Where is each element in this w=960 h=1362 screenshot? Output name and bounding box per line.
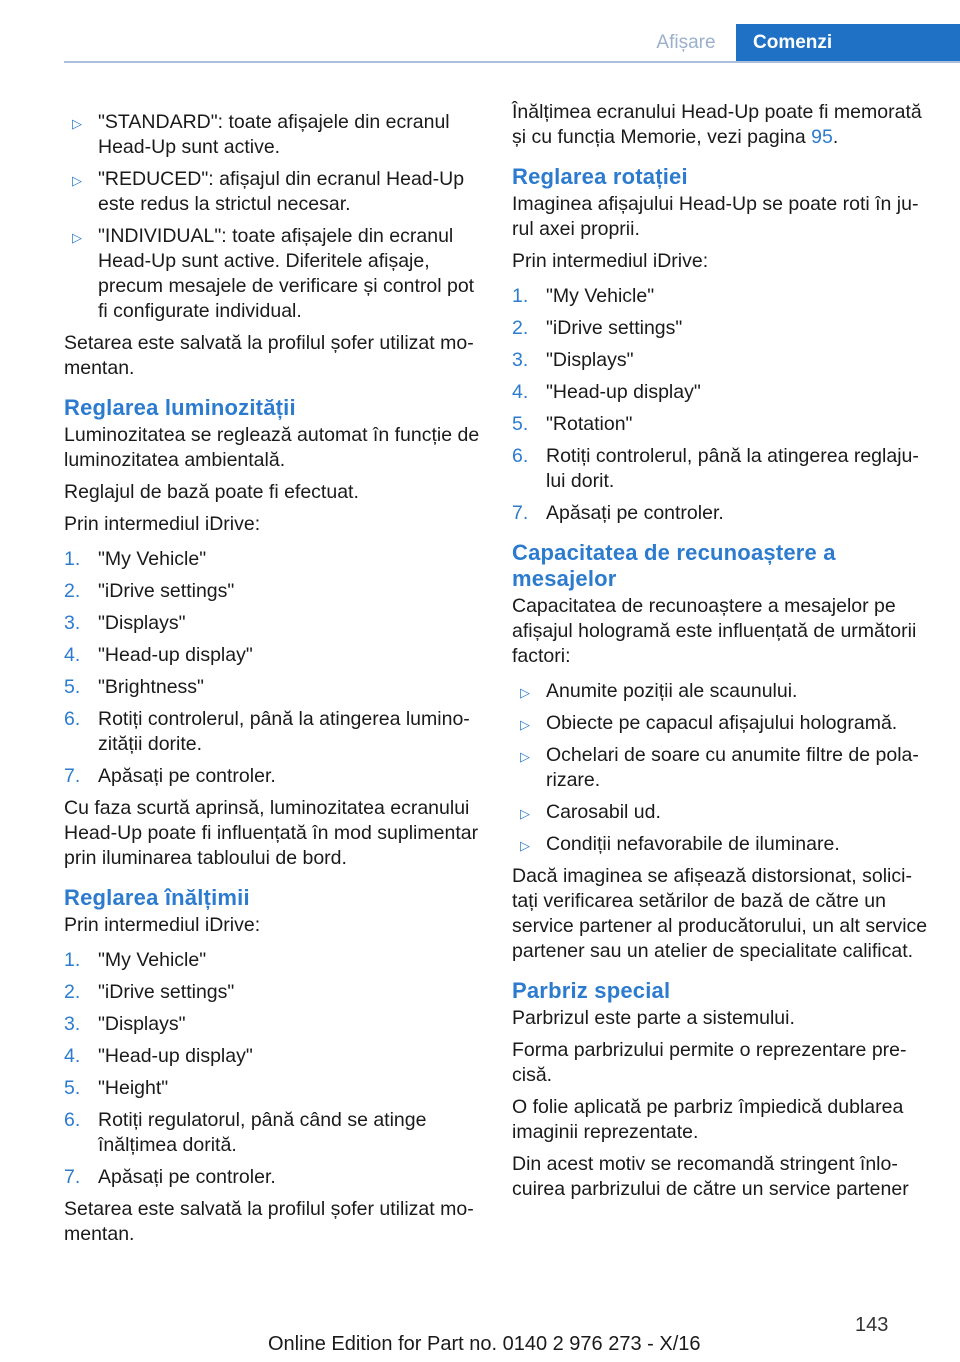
heading-recognition: Capacitatea de recunoaștere a mesajelor	[512, 540, 836, 591]
paragraph: Imaginea afișajului Head-Up se poate roti în jurul axei proprii.	[512, 193, 919, 240]
step-number: 5.	[64, 676, 81, 698]
bullet-item: ▷ Condiții nefavorabile de iluminare.	[512, 832, 928, 857]
step-item	[64, 579, 480, 604]
step-item	[512, 412, 928, 437]
step-text: "My Vehicle"	[98, 548, 207, 570]
step-item	[64, 1108, 480, 1158]
step-item	[64, 1012, 480, 1037]
step-item	[512, 501, 928, 526]
edition-footer: Online Edition for Part no. 0140 2 976 273 - X/16	[268, 1333, 701, 1355]
step-item	[64, 1044, 480, 1069]
heading-windshield: Parbriz special	[512, 978, 671, 1003]
paragraph: Reglajul de bază poate fi efectuat.	[64, 481, 359, 503]
step-text: "Head-up display"	[98, 1045, 253, 1067]
step-text: Rotiți controlerul, până la atingerea luminozității dorite.	[98, 708, 470, 755]
step-number: 7.	[64, 1166, 81, 1188]
bullet-item: ▷ "INDIVIDUAL": toate afișajele din ecranul Head-Up sunt active. Diferitele afișaje, precum mesajele de verificare și control pot fi configurate individual.	[64, 224, 480, 324]
paragraph: Forma parbrizului permite o reprezentare precisă.	[512, 1039, 907, 1086]
paragraph: Parbrizul este parte a sistemului.	[512, 1007, 795, 1029]
step-item	[64, 1076, 480, 1101]
heading-rotation: Reglarea rotației	[512, 164, 688, 189]
step-item	[64, 1165, 480, 1190]
step-number: 4.	[64, 1045, 81, 1067]
step-item	[64, 643, 480, 668]
bullet-item: ▷ "STANDARD": toate afișajele din ecranul Head-Up sunt active.	[64, 110, 480, 160]
section-tab-afisare: Afișare	[656, 32, 716, 53]
text: .	[832, 126, 839, 148]
page-link[interactable]: 95	[811, 126, 833, 148]
step-item	[64, 547, 480, 572]
bullet-item: ▷ Anumite poziții ale scaunului.	[512, 679, 928, 704]
step-text: "iDrive settings"	[98, 580, 235, 602]
step-number: 4.	[64, 644, 81, 666]
step-number: 2.	[64, 981, 81, 1003]
paragraph: Setarea este salvată la profilul șofer utilizat momentan.	[64, 1198, 474, 1245]
bullet-item: ▷ "REDUCED": afișajul din ecranul Head-Up este redus la strictul necesar.	[64, 167, 480, 217]
step-number: 7.	[64, 765, 81, 787]
paragraph: Capacitatea de recunoaștere a mesajelor pe afișajul hologramă este influențată de următorii factori:	[512, 595, 917, 667]
right-column	[512, 100, 928, 1209]
step-number: 6.	[64, 1109, 81, 1131]
step-number: 1.	[512, 285, 529, 307]
step-text: "My Vehicle"	[98, 949, 207, 971]
paragraph: Dacă imaginea se afișează distorsionat, solicitați verificarea setărilor de bază de către un service partener al producătorului, un alt service partener sau un atelier de specialitate calificat.	[512, 865, 928, 962]
step-item	[64, 948, 480, 973]
step-item	[512, 380, 928, 405]
step-item	[64, 611, 480, 636]
mode-bullet-list	[64, 110, 480, 324]
page-header	[0, 0, 960, 64]
step-text: "My Vehicle"	[546, 285, 655, 307]
step-number: 3.	[64, 612, 81, 634]
heading-height: Reglarea înălțimii	[64, 885, 250, 910]
header-divider	[64, 61, 960, 63]
step-text: "Head-up display"	[98, 644, 253, 666]
step-item	[64, 764, 480, 789]
paragraph: Luminozitatea se reglează automat în funcție de luminozitatea ambientală.	[64, 424, 480, 471]
rotation-steps	[512, 284, 928, 526]
page-number: 143	[855, 1314, 889, 1336]
bullet-item: ▷ Ochelari de soare cu anumite filtre de polarizare.	[512, 743, 928, 793]
bullet-item: ▷ Carosabil ud.	[512, 800, 928, 825]
step-item	[64, 675, 480, 700]
step-item	[512, 444, 928, 494]
step-number: 5.	[64, 1077, 81, 1099]
step-number: 6.	[512, 445, 529, 467]
step-item	[64, 707, 480, 757]
height-steps	[64, 948, 480, 1190]
step-text: "Displays"	[98, 1013, 186, 1035]
step-text: "Head-up display"	[546, 381, 701, 403]
step-number: 7.	[512, 502, 529, 524]
text: Înălțimea ecranului Head-Up poate fi memorată și cu funcția Memorie, vezi pagina	[512, 101, 922, 148]
step-item	[64, 980, 480, 1005]
step-text: "Brightness"	[98, 676, 204, 698]
step-number: 3.	[512, 349, 529, 371]
paragraph: Prin intermediul iDrive:	[512, 250, 709, 272]
paragraph: Din acest motiv se recomandă stringent înlocuirea parbrizului de către un service partener	[512, 1153, 909, 1200]
step-text: "Displays"	[546, 349, 634, 371]
step-text: Rotiți regulatorul, până când se atinge înălțimea dorită.	[98, 1109, 427, 1156]
paragraph: O folie aplicată pe parbriz împiedică dublarea imaginii reprezentate.	[512, 1096, 904, 1143]
step-text: "Displays"	[98, 612, 186, 634]
step-text: "Height"	[98, 1077, 169, 1099]
step-item	[512, 284, 928, 309]
step-item	[512, 316, 928, 341]
heading-brightness: Reglarea luminozității	[64, 395, 296, 420]
bullet-item: ▷ Obiecte pe capacul afișajului hologramă.	[512, 711, 928, 736]
paragraph: Setarea este salvată la profilul șofer utilizat momentan.	[64, 332, 474, 379]
step-text: Apăsați pe controler.	[546, 502, 724, 524]
step-number: 3.	[64, 1013, 81, 1035]
step-text: Rotiți controlerul, până la atingerea reglajului dorit.	[546, 445, 919, 492]
step-text: Apăsați pe controler.	[98, 1166, 276, 1188]
step-number: 5.	[512, 413, 529, 435]
step-number: 2.	[512, 317, 529, 339]
step-number: 2.	[64, 580, 81, 602]
step-number: 4.	[512, 381, 529, 403]
step-text: Apăsați pe controler.	[98, 765, 276, 787]
step-text: "iDrive settings"	[546, 317, 683, 339]
paragraph: Cu faza scurtă aprinsă, luminozitatea ecranului Head-Up poate fi influențată în mod suplimentar prin iluminarea tabloului de bord.	[64, 797, 479, 869]
step-number: 1.	[64, 548, 81, 570]
paragraph: Prin intermediul iDrive:	[64, 914, 261, 936]
paragraph: Prin intermediul iDrive:	[64, 513, 261, 535]
step-item	[512, 348, 928, 373]
step-text: "Rotation"	[546, 413, 633, 435]
factor-bullet-list	[512, 679, 928, 857]
step-number: 6.	[64, 708, 81, 730]
paragraph-memory	[512, 100, 928, 150]
step-text: "iDrive settings"	[98, 981, 235, 1003]
step-number: 1.	[64, 949, 81, 971]
left-column	[64, 100, 480, 1254]
brightness-steps	[64, 547, 480, 789]
section-tab-comenzi: Comenzi	[736, 24, 960, 62]
